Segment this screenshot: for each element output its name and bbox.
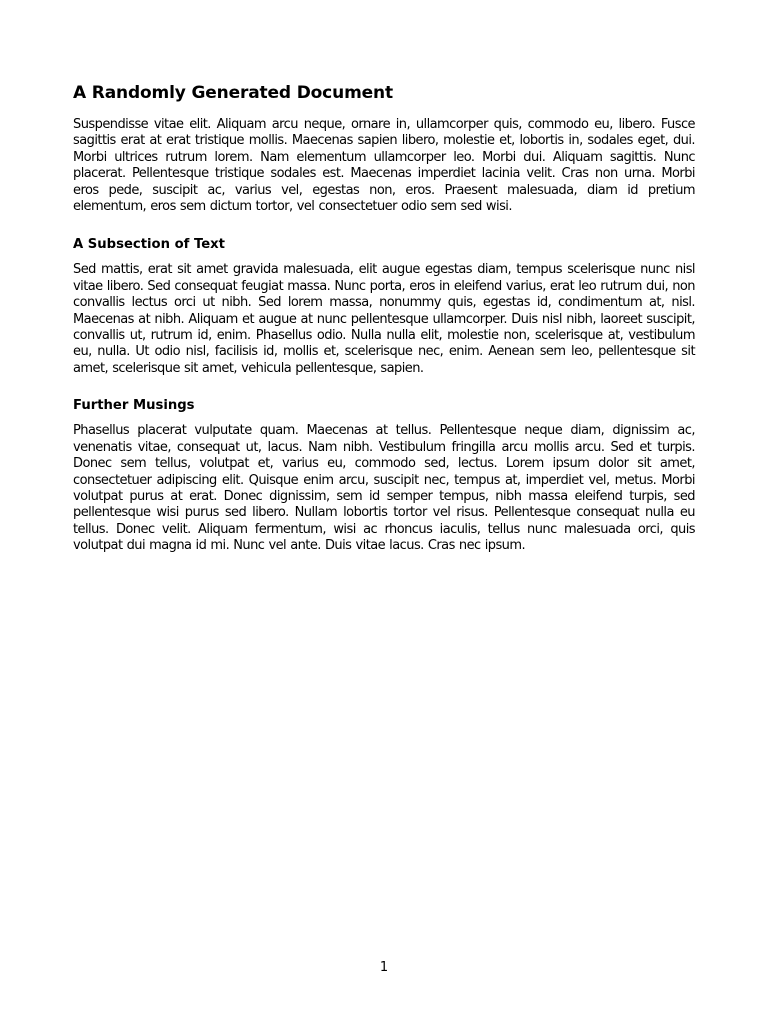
page-number: 1 [379,960,389,975]
document-title: A Randomly Generated Document [73,83,393,103]
section-paragraph-further-musings: Phasellus placerat vulputate quam. Maecenas at tellus. Pellentesque neque diam, dignissim ac, venenatis vitae, consequat ut, lacus. Nam nibh. Vestibulum fringilla arcu mollis arcu. Sed et turpis. Donec sem tellus, volutpat et, varius eu, commodo sed, lectus. Lorem ipsum dolor sit amet, consectetuer adipiscing elit. Quisque enim arcu, suscipit nec, tempus at, imperdiet vel, metus. Morbi volutpat purus at erat. Donec dignissim, sem id semper tempus, nibh massa eleifend turpis, sed pellentesque wisi purus sed libero. Nullam lobortis tortor vel risus. Pellentesque consequat nulla eu tellus. Donec velit. Aliquam fermentum, wisi ac rhoncus iaculis, tellus nunc malesuada orci, quis volutpat dui magna id mi. Nunc vel ante. Duis vitae lacus. Cras nec ipsum. [73,423,695,554]
section-paragraph-subsection: Sed mattis, erat sit amet gravida malesuada, elit augue egestas diam, tempus scelerisque nunc nisl vitae libero. Sed consequat feugiat massa. Nunc porta, eros in eleifend varius, erat leo rutrum dui, non convallis lectus orci ut nibh. Sed lorem massa, nonummy quis, egestas id, condimentum at, nisl. Maecenas at nibh. Aliquam et augue at nunc pellentesque ullamcorper. Duis nisl nibh, laoreet suscipit, convallis ut, rutrum id, enim. Phasellus odio. Nulla nulla elit, molestie non, scelerisque at, vestibulum eu, nulla. Ut odio nisl, facilisis id, mollis et, scelerisque nec, enim. Aenean sem leo, pellentesque sit amet, scelerisque sit amet, vehicula pellentesque, sapien. [73,262,695,376]
section-heading-subsection: A Subsection of Text [73,237,225,253]
section-heading-further-musings: Further Musings [73,398,195,414]
intro-paragraph: Suspendisse vitae elit. Aliquam arcu neque, ornare in, ullamcorper quis, commodo eu, libero. Fusce sagittis erat at erat tristique mollis. Maecenas sapien libero, molestie et, lobortis in, sodales eget, dui. Morbi ultrices rutrum lorem. Nam elementum ullamcorper leo. Morbi dui. Aliquam sagittis. Nunc placerat. Pellentesque tristique sodales est. Maecenas imperdiet lacinia velit. Cras non urna. Morbi eros pede, suscipit ac, varius vel, egestas non, eros. Praesent malesuada, diam id pretium elementum, eros sem dictum tortor, vel consectetuer odio sem sed wisi. [73,117,695,215]
document-body [73,81,695,555]
